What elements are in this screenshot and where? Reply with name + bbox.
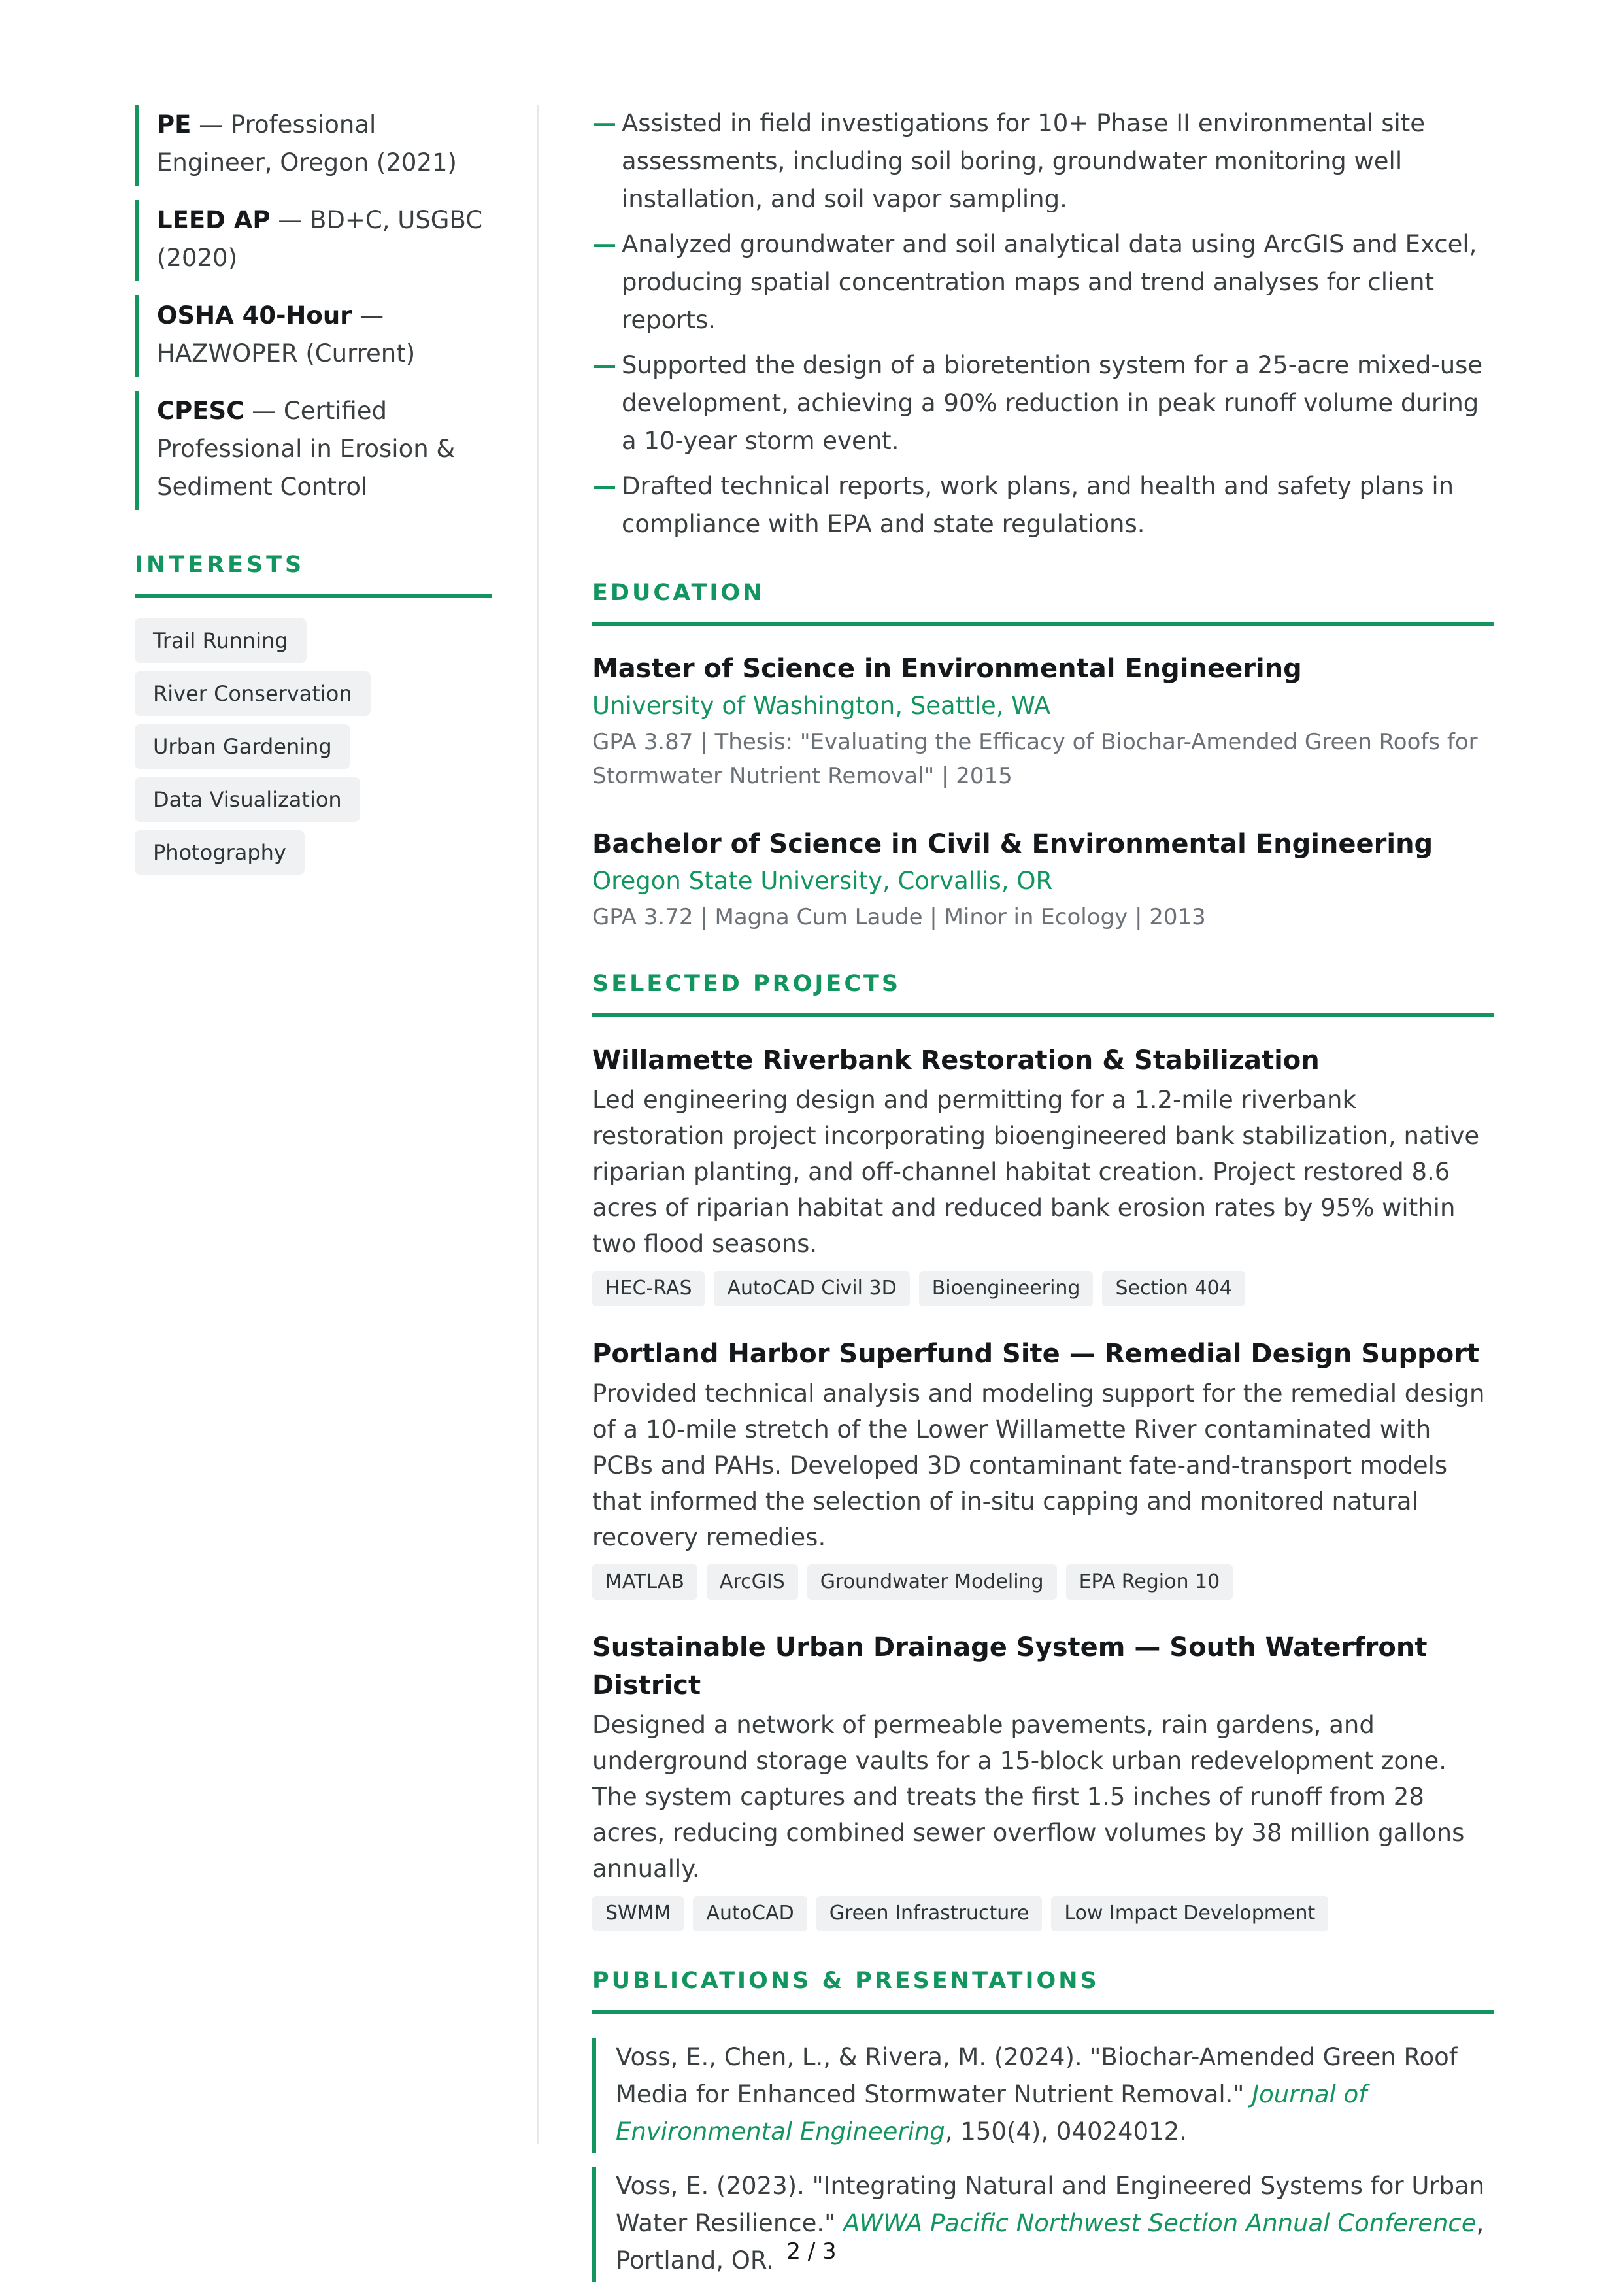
bullet-text: Assisted in field investigations for 10+ Phase II environmental site assessments, including soil boring, groundwater monitoring well installation, and soil vapor sampling. — [622, 109, 1426, 213]
project-tags — [592, 1564, 1494, 1600]
publications-heading: PUBLICATIONS & PRESENTATIONS — [592, 1968, 1494, 2014]
experience-bullet — [592, 105, 1494, 218]
education-meta: GPA 3.87 | Thesis: "Evaluating the Efficacy of Biochar-Amended Green Roofs for Stormwater Nutrient Removal" | 2015 — [592, 729, 1478, 789]
certification-name: PE — [157, 110, 192, 139]
page-number: 2 / 3 — [786, 2238, 837, 2265]
certification-name: OSHA 40-Hour — [157, 301, 352, 329]
right-column — [592, 105, 1494, 2296]
certification-item — [135, 105, 492, 186]
dash-icon: — — [592, 351, 616, 379]
skill-tag: Section 404 — [1102, 1271, 1245, 1306]
project-entry — [592, 1629, 1494, 1931]
skill-tag: ArcGIS — [707, 1564, 798, 1600]
experience-bullet — [592, 226, 1494, 339]
interest-chip: Trail Running — [135, 618, 307, 663]
project-tags — [592, 1896, 1494, 1931]
project-tags — [592, 1271, 1494, 1306]
degree-title: Bachelor of Science in Civil & Environmental Engineering — [592, 829, 1433, 859]
project-title: Willamette Riverbank Restoration & Stabilization — [592, 1045, 1320, 1075]
column-divider — [537, 105, 539, 2144]
publication-entry — [592, 2038, 1494, 2153]
project-description: Designed a network of permeable pavements, rain gardens, and underground storage vaults for a 15-block urban redevelopment zone. The system captures and treats the first 1.5 inches of runoff from 28 acres, reducing combined sewer overflow volumes by 38 million gallons annually. — [592, 1711, 1465, 1883]
journal-name: AWWA Pacific Northwest Section Annual Conference — [843, 2209, 1477, 2237]
certification-item — [135, 295, 492, 377]
dash-icon: — — [592, 472, 616, 500]
bullet-text: Analyzed groundwater and soil analytical data using ArcGIS and Excel, producing spatial concentration maps and trend analyses for client reports. — [622, 230, 1477, 334]
certification-name: CPESC — [157, 397, 244, 425]
citation-suffix: , Portland, OR. — [616, 2209, 1484, 2274]
education-entry — [592, 826, 1494, 934]
interest-chip: River Conservation — [135, 671, 371, 716]
skill-tag: SWMM — [592, 1896, 684, 1931]
citation-text: Voss, E., Chen, L., & Rivera, M. (2024). "Biochar-Amended Green Roof Media for Enhanced Stormwater Nutrient Removal." — [616, 2043, 1458, 2108]
project-description: Led engineering design and permitting for a 1.2-mile riverbank restoration project incorporating bioengineered bank stabilization, native riparian planting, and off-channel habitat creation. Project restored 8.6 acres of riparian habitat and reduced bank erosion rates by 95% within two flood seasons. — [592, 1086, 1480, 1258]
certification-desc: — Professional Engineer, Oregon (2021) — [157, 110, 457, 177]
experience-bullet — [592, 467, 1494, 543]
dash-icon: — — [592, 230, 616, 258]
skill-tag: Green Infrastructure — [816, 1896, 1043, 1931]
certification-item — [135, 200, 492, 281]
interest-chip: Urban Gardening — [135, 724, 350, 769]
education-heading: EDUCATION — [592, 580, 1494, 626]
education-entry — [592, 650, 1494, 793]
skill-tag: Bioengineering — [919, 1271, 1094, 1306]
certification-name: LEED AP — [157, 206, 271, 234]
left-column — [135, 105, 492, 883]
certification-desc: — HAZWOPER (Current) — [157, 301, 416, 367]
interests-heading: INTERESTS — [135, 552, 492, 598]
school-name: Oregon State University, Corvallis, OR — [592, 867, 1053, 895]
education-meta: GPA 3.72 | Magna Cum Laude | Minor in Ecology | 2013 — [592, 904, 1206, 930]
certification-desc: — Certified Professional in Erosion & Sediment Control — [157, 397, 456, 501]
project-description: Provided technical analysis and modeling support for the remedial design of a 10-mile stretch of the Lower Willamette River contaminated with PCBs and PAHs. Developed 3D contaminant fate-and-transport models that informed the selection of in-situ capping and monitored natural recovery remedies. — [592, 1379, 1485, 1551]
skill-tag: EPA Region 10 — [1066, 1564, 1233, 1600]
project-title: Sustainable Urban Drainage System — South Waterfront District — [592, 1632, 1428, 1700]
certification-item — [135, 391, 492, 510]
degree-title: Master of Science in Environmental Engineering — [592, 654, 1302, 684]
skill-tag: AutoCAD Civil 3D — [714, 1271, 909, 1306]
citation-suffix: , 150(4), 04024012. — [945, 2118, 1187, 2146]
journal-name: Journal of Environmental Engineering — [616, 2080, 1367, 2146]
experience-bullets — [592, 105, 1494, 543]
certification-desc: — BD+C, USGBC (2020) — [157, 206, 483, 272]
projects-heading: SELECTED PROJECTS — [592, 971, 1494, 1017]
skill-tag: AutoCAD — [693, 1896, 807, 1931]
interest-chip: Data Visualization — [135, 777, 360, 822]
project-entry — [592, 1041, 1494, 1306]
bullet-text: Supported the design of a bioretention system for a 25-acre mixed-use development, achieving a 90% reduction in peak runoff volume during a 10-year storm event. — [622, 351, 1483, 455]
interests-list — [135, 618, 492, 883]
school-name: University of Washington, Seattle, WA — [592, 692, 1051, 720]
dash-icon: — — [592, 109, 616, 137]
skill-tag: HEC-RAS — [592, 1271, 705, 1306]
project-entry — [592, 1335, 1494, 1600]
citation-text: Voss, E. (2023). "Integrating Natural and Engineered Systems for Urban Water Resilience." — [616, 2172, 1485, 2237]
skill-tag: Groundwater Modeling — [807, 1564, 1057, 1600]
skill-tag: Low Impact Development — [1051, 1896, 1328, 1931]
project-title: Portland Harbor Superfund Site — Remedial Design Support — [592, 1339, 1480, 1369]
experience-bullet — [592, 346, 1494, 460]
bullet-text: Drafted technical reports, work plans, and health and safety plans in compliance with EPA and state regulations. — [622, 472, 1454, 538]
interest-chip: Photography — [135, 830, 305, 875]
skill-tag: MATLAB — [592, 1564, 697, 1600]
